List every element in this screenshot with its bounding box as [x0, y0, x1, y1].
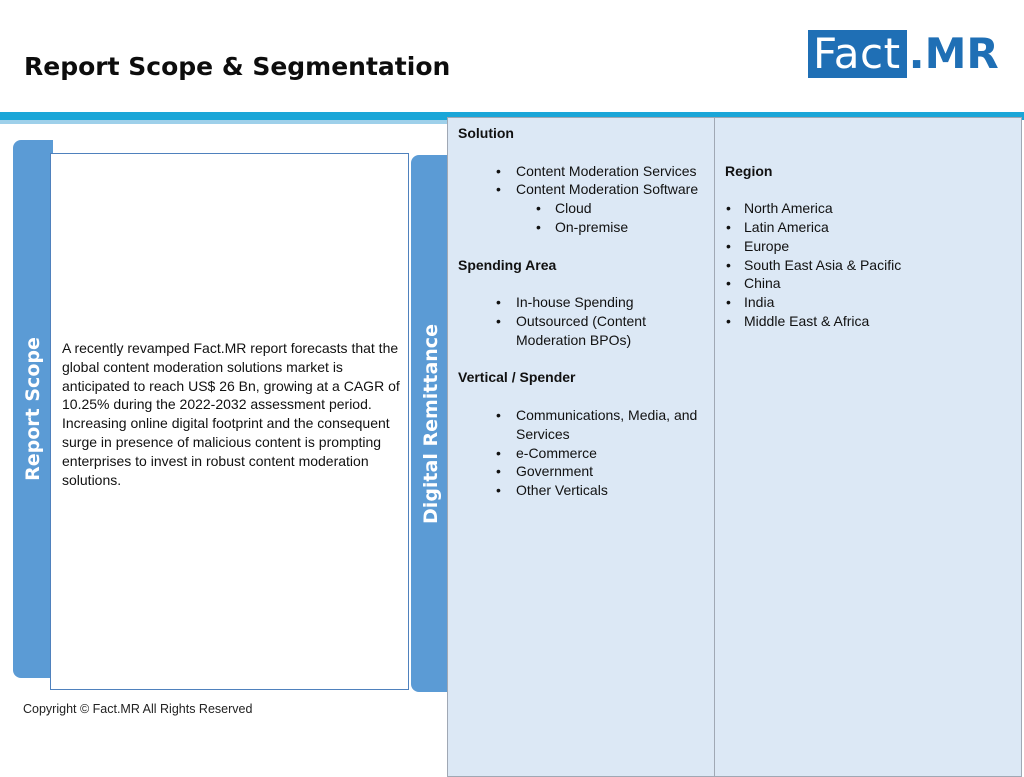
list-item: • e-Commerce — [448, 444, 714, 463]
digital-remittance-label: Digital Remittance — [420, 323, 442, 524]
report-scope-label: Report Scope — [22, 337, 44, 481]
logo-text-mr: .MR — [908, 29, 999, 78]
list-item: • Outsourced (Content Moderation BPOs) — [448, 312, 714, 350]
list-item: • In-house Spending — [448, 293, 714, 312]
logo-text-fact: Fact — [808, 30, 907, 78]
list-item: • Content Moderation Services — [448, 162, 714, 181]
factmr-logo — [808, 30, 999, 78]
list-item: • Other Verticals — [448, 481, 714, 500]
list-item: • China — [715, 274, 1021, 293]
digital-remittance-tab — [411, 155, 451, 692]
list-item: • South East Asia & Pacific — [715, 256, 1021, 275]
report-scope-box — [50, 153, 409, 690]
list-item: • Content Moderation Software — [448, 180, 714, 199]
list-item: • Europe — [715, 237, 1021, 256]
solution-list — [448, 162, 714, 200]
spending-area-heading: Spending Area — [458, 256, 557, 273]
vertical-heading: Vertical / Spender — [458, 369, 576, 386]
list-item: • On-premise — [448, 218, 714, 237]
solution-heading: Solution — [458, 125, 514, 141]
report-scope-description: A recently revamped Fact.MR report forecasts that the global content moderation solutions market is anticipated to reach US$ 26 Bn, growing at a CAGR of 10.25% during the 2022-2032 assessment period. Increasing online digital footprint and the consequent surge in presence of malicious content is prompting enterprises to invest in robust content moderation solutions. — [62, 340, 400, 488]
list-item: • North America — [715, 199, 1021, 218]
list-item: • India — [715, 293, 1021, 312]
page-title: Report Scope & Segmentation — [24, 52, 451, 81]
list-item: • Latin America — [715, 218, 1021, 237]
spending-area-list — [448, 293, 714, 349]
copyright-text: Copyright © Fact.MR All Rights Reserved — [23, 702, 253, 716]
list-item: • Middle East & Africa — [715, 312, 1021, 331]
region-list — [715, 199, 1021, 331]
segmentation-column-1 — [447, 117, 715, 777]
list-item: • Cloud — [448, 199, 714, 218]
vertical-list — [448, 406, 714, 500]
list-item: • Communications, Media, and Services — [448, 406, 714, 444]
region-heading: Region — [725, 162, 773, 179]
software-sublist — [448, 199, 714, 237]
report-scope-tab — [13, 140, 53, 678]
list-item: • Government — [448, 462, 714, 481]
header-divider-shadow — [0, 120, 448, 124]
segmentation-column-2 — [714, 117, 1022, 777]
